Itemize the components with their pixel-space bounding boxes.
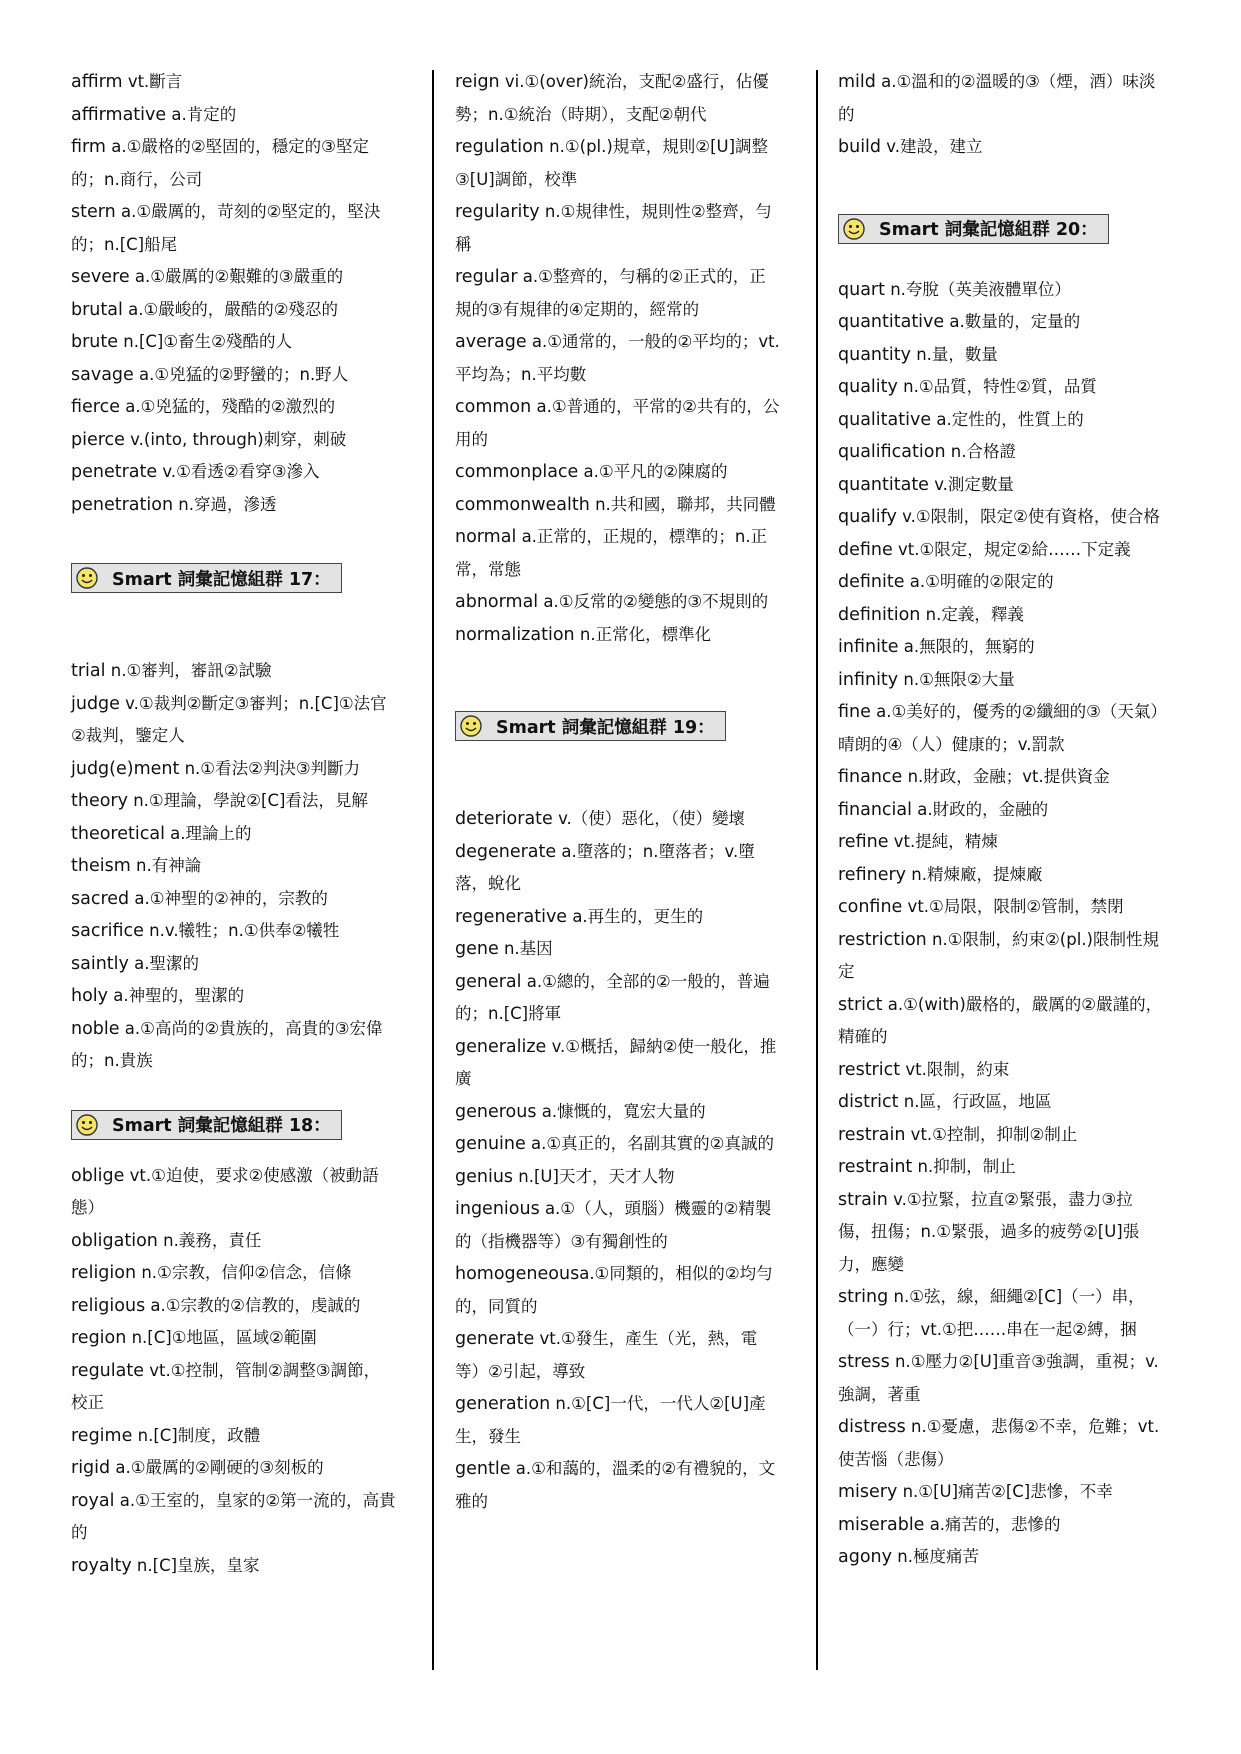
headword: reign <box>455 72 500 92</box>
vocab-entry <box>71 1225 396 1258</box>
headword: common <box>455 397 532 417</box>
vocab-entry <box>838 404 1163 437</box>
definition: a.①整齊的，勻稱的②正式的，正規的③有規律的④定期的，經常的 <box>455 267 766 319</box>
vocab-entry <box>455 1031 780 1096</box>
definition: a.①反常的②變態的③不規則的 <box>538 592 769 611</box>
vocab-entry <box>71 655 396 688</box>
headword: obligation <box>71 1230 158 1251</box>
definition: n.基因 <box>498 939 553 958</box>
vocab-entry <box>838 1541 1163 1574</box>
definition: n.有神論 <box>130 856 202 875</box>
vocab-entry <box>71 261 396 294</box>
headword: agony <box>838 1547 892 1567</box>
definition: n.①看法②判決③判斷力 <box>179 758 361 778</box>
headword: regime <box>71 1425 133 1446</box>
vocab-entry <box>71 66 396 99</box>
vocab-entry <box>71 456 396 489</box>
vocab-entry <box>838 436 1163 469</box>
vocab-entry <box>71 424 396 457</box>
vocab-entry <box>455 66 780 131</box>
definition: v.(into, through)刺穿，刺破 <box>124 429 347 449</box>
vocab-entry <box>838 859 1163 892</box>
definition: a.財政的，金融的 <box>912 799 1049 819</box>
definition: vt.①控制，抑制②制止 <box>905 1124 1078 1144</box>
vocab-entry <box>71 326 396 359</box>
vocab-entry <box>71 1452 396 1485</box>
definition: vt.①限定，規定②給……下定義 <box>892 539 1131 559</box>
headword: infinity <box>838 669 899 690</box>
headword: royal <box>71 1490 115 1511</box>
smiley-icon <box>843 218 865 240</box>
vocab-entry <box>838 274 1163 307</box>
definition: n.[C]①畜生②殘酷的人 <box>118 332 292 351</box>
vocab-entry <box>838 131 1163 164</box>
headword: mild <box>838 72 876 92</box>
headword: refinery <box>838 864 907 885</box>
definition: vt.①迫使，要求②使感激（被動語態） <box>71 1165 379 1217</box>
headword: genius <box>455 1166 514 1187</box>
vocab-entry <box>838 306 1163 339</box>
headword: generous <box>455 1101 537 1122</box>
headword: build <box>838 137 882 157</box>
headword: region <box>71 1328 127 1348</box>
definition: n.①無限②大量 <box>898 669 1015 689</box>
definition: a.①嚴峻的，嚴酷的②殘忍的 <box>122 299 339 319</box>
definition: n.共和國，聯邦，共同體 <box>589 494 776 514</box>
headword: fierce <box>71 397 120 417</box>
vocab-entry <box>838 891 1163 924</box>
vocab-entry <box>71 980 396 1013</box>
vocab-entry <box>838 339 1163 372</box>
headword: sacrifice <box>71 921 144 941</box>
vocab-entry <box>71 753 396 786</box>
vocab-entry <box>71 359 396 392</box>
headword: restriction <box>838 929 927 950</box>
vocab-entry <box>71 948 396 981</box>
vocab-entry <box>838 794 1163 827</box>
headword: religion <box>71 1263 137 1283</box>
vocab-entry <box>455 391 780 456</box>
definition: n.[C]皇族，皇家 <box>131 1555 260 1575</box>
vocab-entry <box>838 696 1163 761</box>
vocab-entry <box>455 1388 780 1453</box>
definition: a.再生的，更生的 <box>567 906 704 926</box>
headword: distress <box>838 1417 906 1437</box>
vocab-entry <box>838 1086 1163 1119</box>
definition: n.①[C]一代，一代人②[U]產生，發生 <box>455 1394 766 1446</box>
vocab-entry <box>838 989 1163 1054</box>
headword: genuine <box>455 1134 526 1154</box>
definition: n.夸脫（英美液體單位） <box>884 279 1071 299</box>
group-header <box>71 563 342 593</box>
vocab-entry <box>71 1290 396 1323</box>
vocab-entry <box>838 534 1163 567</box>
headword: regularity <box>455 202 540 222</box>
vocab-entry <box>455 1128 780 1161</box>
group-title: Smart 詞彙記憶組群 20： <box>879 220 1098 240</box>
definition: a.①真正的，名副其實的②真誠的 <box>525 1134 774 1153</box>
definition: n.v.犧牲；n.①供奉②犧牲 <box>143 921 340 940</box>
vocab-entry <box>838 1281 1163 1346</box>
headword: trial <box>71 661 106 681</box>
vocab-entry <box>838 1509 1163 1542</box>
vocab-entry <box>71 391 396 424</box>
definition: n.穿過，滲透 <box>173 494 277 514</box>
vocab-entry <box>455 1193 780 1258</box>
vocab-entry <box>71 294 396 327</box>
headword: restrict <box>838 1059 901 1080</box>
group-title: Smart 詞彙記憶組群 19： <box>496 717 715 738</box>
vocab-entry <box>71 1322 396 1355</box>
definition: v.①限制，限定②使有資格，使合格 <box>896 507 1160 526</box>
vocab-entry <box>71 131 396 196</box>
definition: n.①憂慮，悲傷②不幸，危難；vt.使苦惱（悲傷） <box>838 1417 1160 1469</box>
definition: n.①弦，線，細繩②[C]（一）串，（一）行；vt.①把……串在一起②縛，捆 <box>838 1287 1145 1339</box>
definition: n.正常化，標準化 <box>574 624 712 644</box>
headword: commonwealth <box>455 494 590 515</box>
headword: penetrate <box>71 462 158 482</box>
headword: string <box>838 1287 889 1307</box>
headword: definite <box>838 572 905 592</box>
headword: average <box>455 332 527 352</box>
definition: a.聖潔的 <box>128 953 199 973</box>
definition: v.建設，建立 <box>881 137 983 156</box>
vocab-entry <box>455 803 780 836</box>
headword: stress <box>838 1352 890 1372</box>
vocab-entry <box>71 1355 396 1420</box>
vocab-entry <box>838 1411 1163 1476</box>
vocab-entry <box>838 1346 1163 1411</box>
vocab-entry <box>838 826 1163 859</box>
definition: a.①高尚的②貴族的，高貴的③宏偉的；n.貴族 <box>71 1018 383 1070</box>
headword: brute <box>71 332 119 352</box>
definition: v.測定數量 <box>928 474 1014 494</box>
headword: qualification <box>838 442 946 462</box>
headword: rigid <box>71 1458 111 1478</box>
definition: v.①拉緊，拉直②緊張，盡力③拉傷，扭傷；n.①緊張，過多的疲勞②[U]張力，應變 <box>838 1189 1140 1274</box>
definition: v.（使）惡化，（使）變壞 <box>552 809 746 828</box>
vocab-entry <box>71 818 396 851</box>
headword: firm <box>71 137 106 157</box>
column-3 <box>838 66 1163 1574</box>
vocab-entry <box>455 619 780 652</box>
headword: finance <box>838 767 903 787</box>
headword: affirm <box>71 72 123 92</box>
vocab-entry <box>838 1054 1163 1087</box>
headword: degenerate <box>455 841 557 862</box>
definition: a.①神聖的②神的，宗教的 <box>129 888 328 908</box>
headword: regenerative <box>455 906 568 927</box>
headword: strain <box>838 1189 888 1210</box>
vocab-entry <box>71 883 396 916</box>
headword: pierce <box>71 429 125 450</box>
headword: define <box>838 539 893 560</box>
vocab-entry <box>838 1151 1163 1184</box>
definition: a.痛苦的，悲慘的 <box>924 1514 1061 1534</box>
definition: a.①明確的②限定的 <box>904 572 1054 591</box>
vocab-entry <box>838 371 1163 404</box>
definition: a.①嚴格的②堅固的，穩定的③堅定的；n.商行，公司 <box>71 137 369 189</box>
definition: n.[U]天才，天才人物 <box>513 1166 675 1186</box>
headword: quantitative <box>838 312 945 332</box>
definition: a.①平凡的②陳腐的 <box>578 462 728 481</box>
definition: a.①嚴厲的②剛硬的③刻板的 <box>110 1458 324 1477</box>
headword: restrain <box>838 1124 906 1145</box>
definition: a.①(with)嚴格的，嚴厲的②嚴謹的，精確的 <box>838 994 1163 1046</box>
headword: quantity <box>838 344 911 365</box>
definition: n.[C]制度，政體 <box>132 1425 261 1445</box>
vocab-entry <box>838 66 1163 131</box>
headword: fine <box>838 702 871 722</box>
vocab-entry <box>838 761 1163 794</box>
smiley-icon <box>76 1114 98 1136</box>
headword: saintly <box>71 953 129 974</box>
definition: vt.①局限，限制②管制，禁閉 <box>902 897 1124 916</box>
headword: quality <box>838 377 898 397</box>
vocab-entry <box>455 586 780 619</box>
headword: strict <box>838 994 883 1015</box>
definition: n.抑制，制止 <box>912 1157 1016 1176</box>
headword: judge <box>71 693 120 714</box>
headword: judg(e)ment <box>71 758 180 779</box>
column-2 <box>455 66 780 1518</box>
headword: homogeneous <box>455 1264 580 1284</box>
vocab-entry <box>455 901 780 934</box>
definition: a.①王室的，皇家的②第一流的，高貴的 <box>71 1490 396 1542</box>
definition: a.①嚴厲的，苛刻的②堅定的，堅決的；n.[C]船尾 <box>71 202 381 254</box>
definition: n.①壓力②[U]重音③強調，重視；v.強調，著重 <box>838 1352 1159 1404</box>
headword: commonplace <box>455 462 579 482</box>
definition: n.①限制，約束②(pl.)限制性規定 <box>838 929 1159 981</box>
definition: a.定性的，性質上的 <box>931 409 1084 429</box>
group-header <box>71 1110 342 1140</box>
vocab-entry <box>71 1485 396 1550</box>
headword: quantitate <box>838 474 929 495</box>
definition: a.①兇猛的，殘酷的②激烈的 <box>120 397 336 416</box>
definition: a.無限的，無窮的 <box>898 637 1035 656</box>
headword: generalize <box>455 1036 547 1057</box>
definition: n.①規律性，規則性②整齊，勻稱 <box>455 202 772 254</box>
definition: n.精煉廠，提煉廠 <box>906 864 1043 884</box>
vocab-entry <box>71 99 396 132</box>
vocab-entry <box>838 924 1163 989</box>
definition: v.①概括，歸納②使一般化，推廣 <box>455 1036 777 1088</box>
headword: oblige <box>71 1165 125 1186</box>
vocab-entry <box>71 489 396 522</box>
definition: n.①審判，審訊②試驗 <box>105 661 272 680</box>
headword: theoretical <box>71 823 165 844</box>
definition: a.慷慨的，寬宏大量的 <box>536 1101 706 1121</box>
headword: religious <box>71 1295 146 1316</box>
group-title: Smart 詞彙記憶組群 17： <box>112 569 331 590</box>
group-title: Smart 詞彙記憶組群 18： <box>112 1116 331 1136</box>
vocab-entry <box>455 1453 780 1518</box>
headword: stern <box>71 202 116 222</box>
headword: infinite <box>838 637 899 657</box>
definition: a.①同類的，相似的②均勻的，同質的 <box>455 1264 773 1316</box>
definition: vi.①(over)統治，支配②盛行，佔優勢；n.①統治（時期），支配②朝代 <box>455 72 769 124</box>
definition: n.定義，釋義 <box>920 604 1024 624</box>
headword: generate <box>455 1329 535 1349</box>
definition: v.①看透②看穿③滲入 <box>157 462 320 481</box>
definition: a.①兇猛的②野蠻的；n.野人 <box>133 364 349 384</box>
vocab-entry <box>838 599 1163 632</box>
vocab-entry <box>71 1160 396 1225</box>
definition: a.①總的，全部的②一般的，普遍的；n.[C]將軍 <box>455 971 770 1023</box>
definition: n.合格證 <box>945 442 1016 461</box>
headword: gene <box>455 939 499 959</box>
headword: ingenious <box>455 1199 540 1219</box>
definition: n.區，行政區，地區 <box>898 1092 1052 1111</box>
vocab-entry <box>71 688 396 753</box>
headword: misery <box>838 1482 898 1502</box>
vocab-entry <box>455 261 780 326</box>
vocab-entry <box>71 1013 396 1078</box>
headword: confine <box>838 897 903 917</box>
definition: a.①溫和的②溫暖的③（煙，酒）味淡的 <box>838 72 1156 124</box>
column-1 <box>71 66 396 1582</box>
vocab-entry <box>455 456 780 489</box>
definition: vt.斷言 <box>122 72 183 91</box>
vocab-entry <box>838 1119 1163 1152</box>
definition: n.①(pl.)規章，規則②[U]調整③[U]調節，校準 <box>455 137 769 189</box>
column-divider <box>432 70 434 1670</box>
headword: noble <box>71 1018 120 1039</box>
definition: a.正常的，正規的，標準的；n.正常，常態 <box>455 527 768 579</box>
headword: deteriorate <box>455 809 553 829</box>
definition: a.①普通的，平常的②共有的，公用的 <box>455 397 780 449</box>
headword: general <box>455 971 522 992</box>
vocab-entry <box>838 469 1163 502</box>
definition: a.數量的，定量的 <box>944 312 1081 331</box>
definition: vt.限制，約束 <box>900 1059 1010 1079</box>
headword: regulate <box>71 1360 144 1381</box>
headword: theism <box>71 856 131 876</box>
vocab-entry <box>455 489 780 522</box>
definition: v.①裁判②斷定③審判；n.[C]①法官②裁判，鑒定人 <box>71 693 387 745</box>
smiley-icon <box>76 567 98 589</box>
vocab-entry <box>71 196 396 261</box>
definition: vt.①控制，管制②調整③調節，校正 <box>71 1360 381 1412</box>
headword: abnormal <box>455 592 539 612</box>
definition: a.①和藹的，溫柔的②有禮貌的，文雅的 <box>455 1459 776 1511</box>
definition: a.①嚴厲的②艱難的③嚴重的 <box>129 267 344 286</box>
headword: theory <box>71 791 128 811</box>
vocab-entry <box>455 521 780 586</box>
definition: n.極度痛苦 <box>892 1547 979 1566</box>
headword: affirmative <box>71 104 167 125</box>
headword: quart <box>838 279 885 300</box>
headword: miserable <box>838 1514 925 1535</box>
headword: brutal <box>71 299 123 320</box>
vocab-entry <box>455 1258 780 1323</box>
headword: district <box>838 1092 899 1112</box>
headword: severe <box>71 267 130 287</box>
vocab-entry <box>455 196 780 261</box>
vocab-entry <box>71 1550 396 1583</box>
headword: financial <box>838 799 912 820</box>
headword: royalty <box>71 1555 132 1576</box>
definition: vt.①發生，產生（光，熱，電等）②引起，導致 <box>455 1329 758 1381</box>
definition: vt.提純，精煉 <box>888 832 998 851</box>
definition: n.①[U]痛苦②[C]悲慘，不幸 <box>897 1482 1113 1501</box>
definition: a.①美好的，優秀的②纖細的③（天氣）晴朗的④（人）健康的；v.罰款 <box>838 702 1159 754</box>
vocab-entry <box>455 836 780 901</box>
vocab-entry <box>455 1096 780 1129</box>
group-header <box>455 711 726 741</box>
headword: qualitative <box>838 409 932 430</box>
vocab-entry <box>455 966 780 1031</box>
headword: qualify <box>838 507 897 527</box>
headword: regular <box>455 267 518 287</box>
definition: a.①通常的，一般的②平均的；vt.平均為；n.平均數 <box>455 332 780 384</box>
headword: normal <box>455 527 517 547</box>
definition: n.①理論，學說②[C]看法，見解 <box>127 791 368 810</box>
vocab-entry <box>838 631 1163 664</box>
vocab-entry <box>838 1184 1163 1282</box>
headword: definition <box>838 604 921 625</box>
headword: restraint <box>838 1157 913 1177</box>
definition: a.理論上的 <box>164 823 252 843</box>
column-divider <box>816 70 818 1670</box>
vocab-entry <box>838 566 1163 599</box>
headword: holy <box>71 986 109 1006</box>
vocab-entry <box>838 664 1163 697</box>
vocab-entry <box>838 1476 1163 1509</box>
headword: regulation <box>455 137 544 157</box>
definition: n.財政，金融；vt.提供資金 <box>902 767 1110 786</box>
definition: n.①品質，特性②質，品質 <box>897 377 1097 396</box>
vocab-entry <box>455 933 780 966</box>
vocab-entry <box>455 131 780 196</box>
definition: n.①宗教，信仰②信念，信條 <box>136 1263 352 1282</box>
vocab-entry <box>455 326 780 391</box>
vocab-entry <box>455 1323 780 1388</box>
vocab-entry <box>71 915 396 948</box>
group-header <box>838 214 1109 244</box>
definition: n.[C]①地區，區域②範圍 <box>126 1328 317 1347</box>
definition: n.量，數量 <box>910 344 998 364</box>
vocab-entry <box>838 501 1163 534</box>
definition: n.義務，責任 <box>157 1230 262 1250</box>
vocab-entry <box>71 1420 396 1453</box>
headword: refine <box>838 832 889 852</box>
definition: a.①（人，頭腦）機靈的②精製的（指機器等）③有獨創性的 <box>455 1199 772 1251</box>
headword: penetration <box>71 494 174 515</box>
headword: generation <box>455 1394 551 1414</box>
smiley-icon <box>460 715 482 737</box>
definition: a.①宗教的②信教的，虔誠的 <box>145 1295 361 1315</box>
headword: savage <box>71 364 134 385</box>
vocab-entry <box>71 785 396 818</box>
definition: a.肯定的 <box>166 104 237 124</box>
headword: normalization <box>455 624 575 645</box>
headword: gentle <box>455 1459 511 1479</box>
headword: sacred <box>71 888 130 909</box>
vocab-entry <box>455 1161 780 1194</box>
definition: a.神聖的，聖潔的 <box>108 986 245 1005</box>
definition: a.墮落的；n.墮落者；v.墮落，蛻化 <box>455 841 755 893</box>
vocab-entry <box>71 1257 396 1290</box>
vocab-entry <box>71 850 396 883</box>
